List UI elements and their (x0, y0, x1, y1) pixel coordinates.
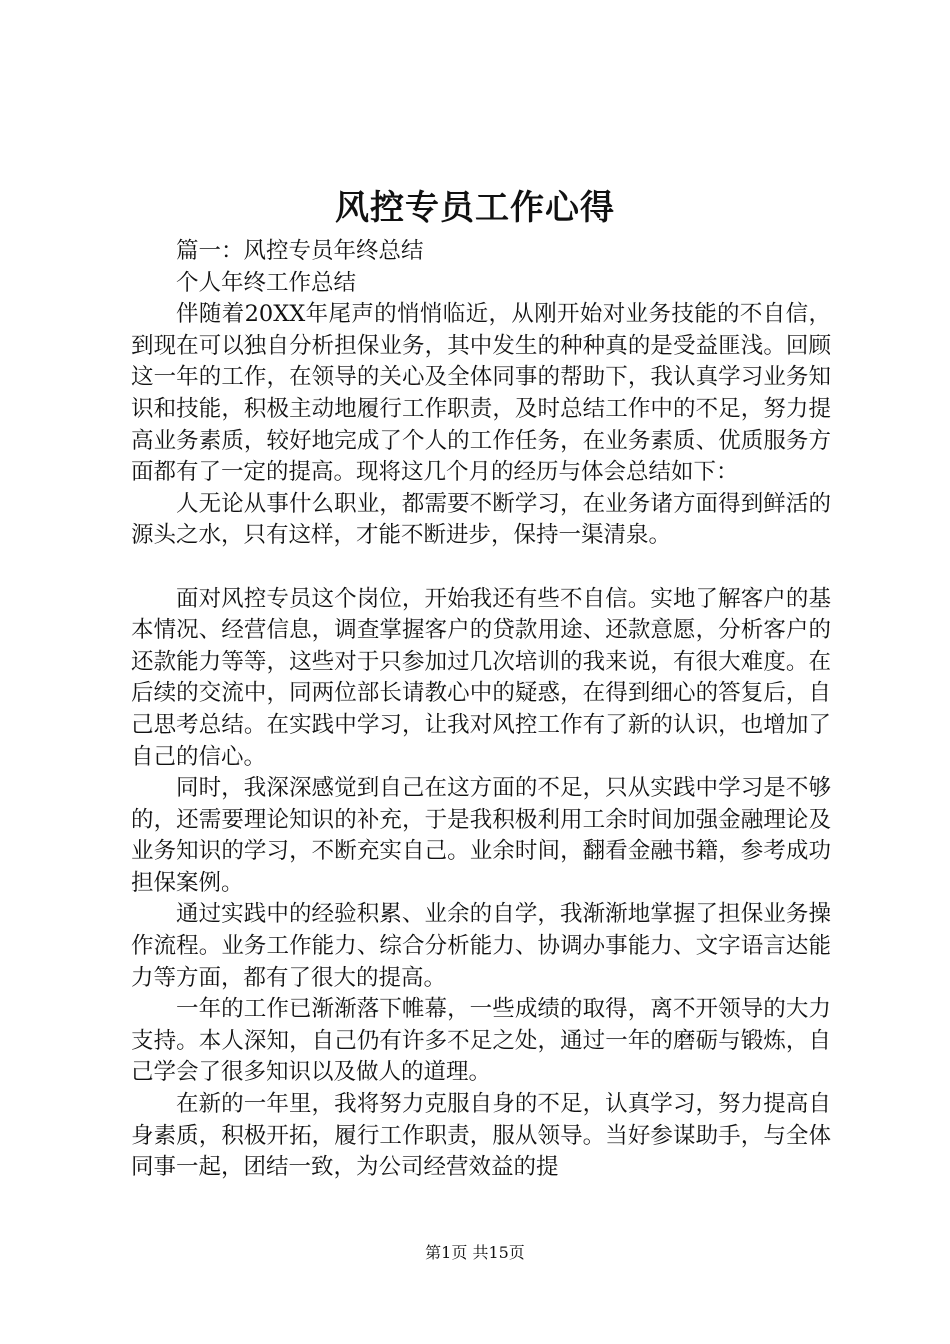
paragraph: 面对风控专员这个岗位，开始我还有些不自信。实地了解客户的基本情况、经营信息，调查掌握客户的贷款用途、还款意愿，分析客户的还款能力等等，这些对于只参加过几次培训的我来说，有很大难度。在后续的交流中，同两位部长请教心中的疑惑，在得到细心的答复后，自己思考总结。在实践中学习，让我对风控工作有了新的认识，也增加了自己的信心。 (131, 585, 831, 770)
document-title: 风控专员工作心得 (335, 188, 615, 228)
paragraph: 伴随着20XX年尾声的悄悄临近，从刚开始对业务技能的不自信，到现在可以独自分析担保业务，其中发生的种种真的是受益匪浅。回顾这一年的工作，在领导的关心及全体同事的帮助下，我认真学习业务知识和技能，积极主动地履行工作职责，及时总结工作中的不足，努力提高业务素质，较好地完成了个人的工作任务，在业务素质、优质服务方面都有了一定的提高。现将这几个月的经历与体会总结如下： (131, 301, 831, 486)
paragraph: 通过实践中的经验积累、业余的自学，我渐渐地掌握了担保业务操作流程。业务工作能力、综合分析能力、协调办事能力、文字语言达能力等方面，都有了很大的提高。 (131, 901, 831, 991)
section-heading: 篇一：风控专员年终总结 (176, 238, 424, 264)
subsection-heading: 个人年终工作总结 (176, 269, 357, 296)
blank-line (131, 552, 831, 584)
paragraph: 同时，我深深感觉到自己在这方面的不足，只从实践中学习是不够的，还需要理论知识的补充，于是我积极利用工余时间加强金融理论及业务知识的学习，不断充实自己。业余时间，翻看金融书籍，参考成功担保案例。 (131, 775, 831, 896)
document-body (131, 236, 831, 1184)
paragraph: 在新的一年里，我将努力克服自身的不足，认真学习，努力提高自身素质，积极开拓，履行工作职责，服从领导。当好参谋助手，与全体同事一起，团结一致，为公司经营效益的提 (131, 1091, 831, 1181)
page-footer: 第1页 共15页 (425, 1243, 525, 1262)
paragraph: 人无论从事什么职业，都需要不断学习，在业务诸方面得到鲜活的源头之水，只有这样，才能不断进步，保持一渠清泉。 (131, 490, 831, 549)
paragraph: 一年的工作已渐渐落下帷幕，一些成绩的取得，离不开领导的大力支持。本人深知，自己仍有许多不足之处，通过一年的磨砺与锻炼，自己学会了很多知识以及做人的道理。 (131, 996, 831, 1086)
